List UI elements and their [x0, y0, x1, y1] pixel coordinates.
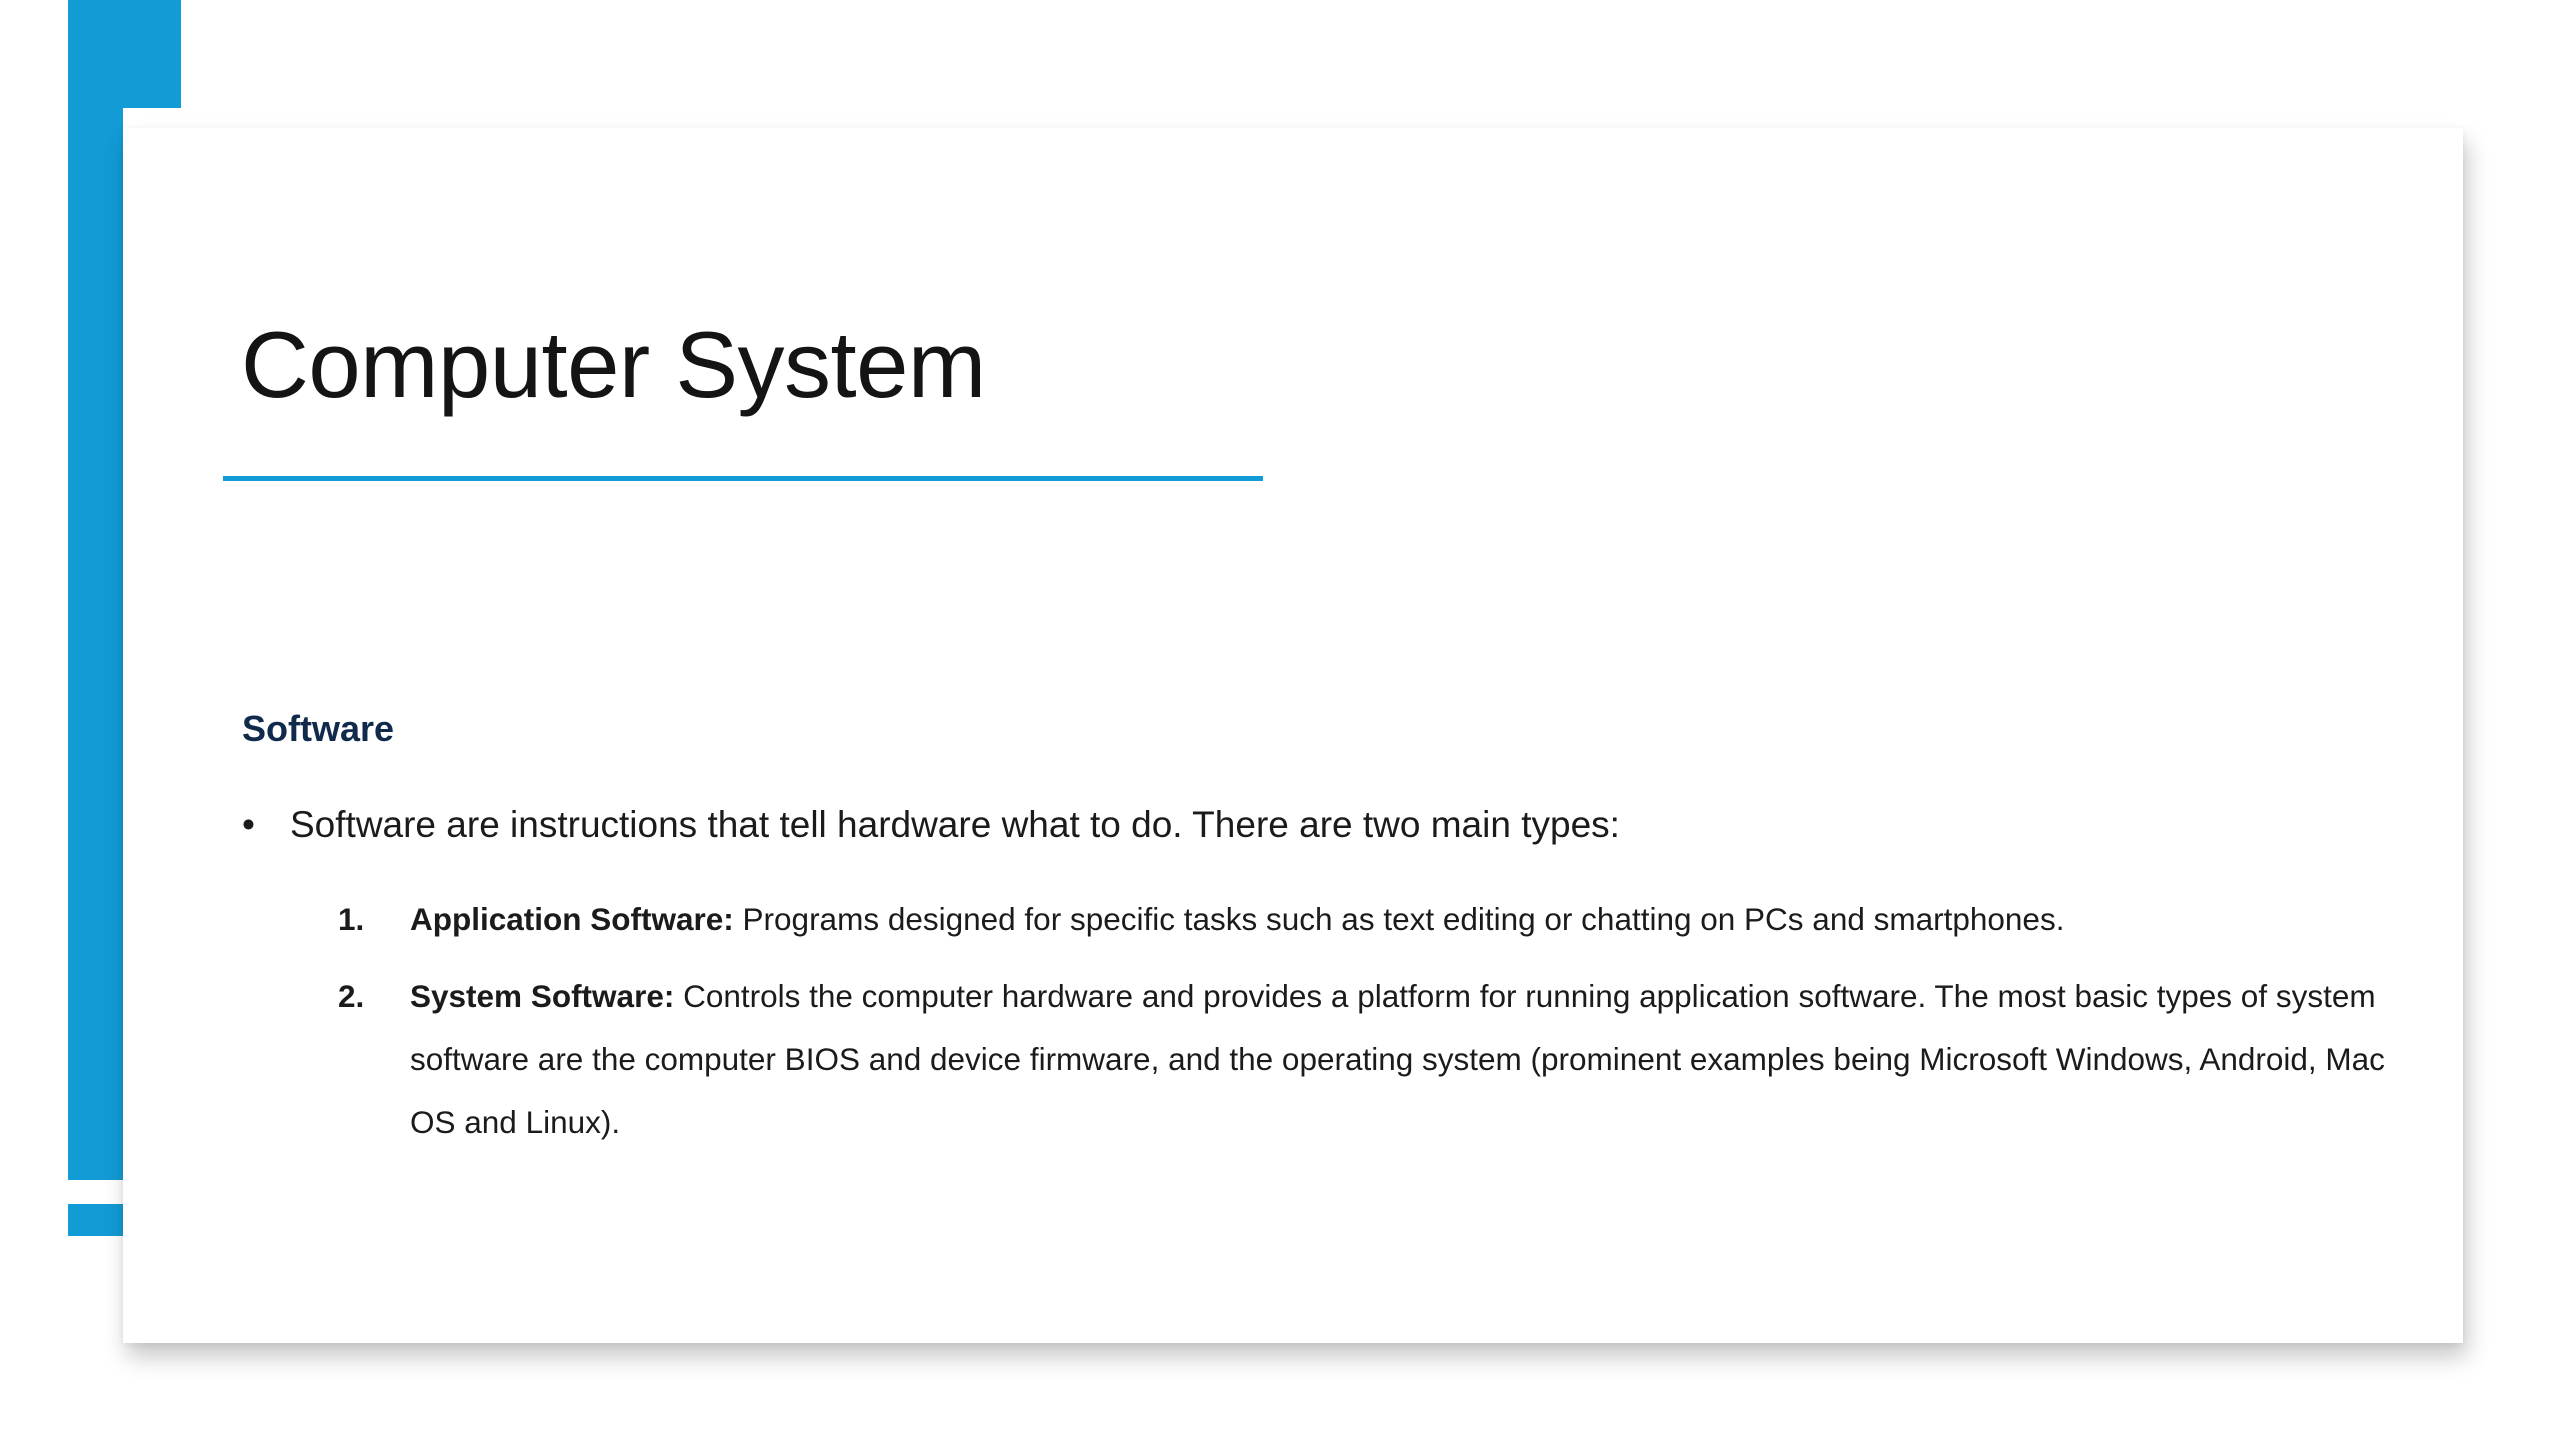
slide-title: Computer System [241, 312, 986, 417]
numbered-list [338, 888, 2418, 1168]
list-item-text: Controls the computer hardware and provides a platform for running application software. The most basic types of system software are the computer BIOS and device firmware, and the operating system (prominent examples being Microsoft Windows, Android, Mac OS and Linux). [410, 978, 2385, 1140]
list-item-term: Application Software: [410, 901, 734, 937]
list-item-number: 2. [338, 978, 365, 1014]
section-heading: Software [242, 708, 395, 749]
bullet-text: Software are instructions that tell hardware what to do. There are two main types: [290, 804, 1620, 845]
slide-card [123, 128, 2463, 1343]
accent-block-top [68, 0, 181, 108]
list-item-number: 1. [338, 901, 365, 937]
list-item-term: System Software: [410, 978, 675, 1014]
accent-bar-vertical [68, 0, 123, 1180]
accent-block-small [68, 1204, 123, 1236]
list-item-system-software [338, 965, 2418, 1154]
title-underline [223, 476, 1263, 481]
bullet-item [242, 804, 1620, 846]
list-item-application-software [338, 888, 2418, 951]
list-item-text: Programs designed for specific tasks such as text editing or chatting on PCs and smartphones. [733, 901, 2065, 937]
bullet-icon: • [242, 804, 255, 845]
